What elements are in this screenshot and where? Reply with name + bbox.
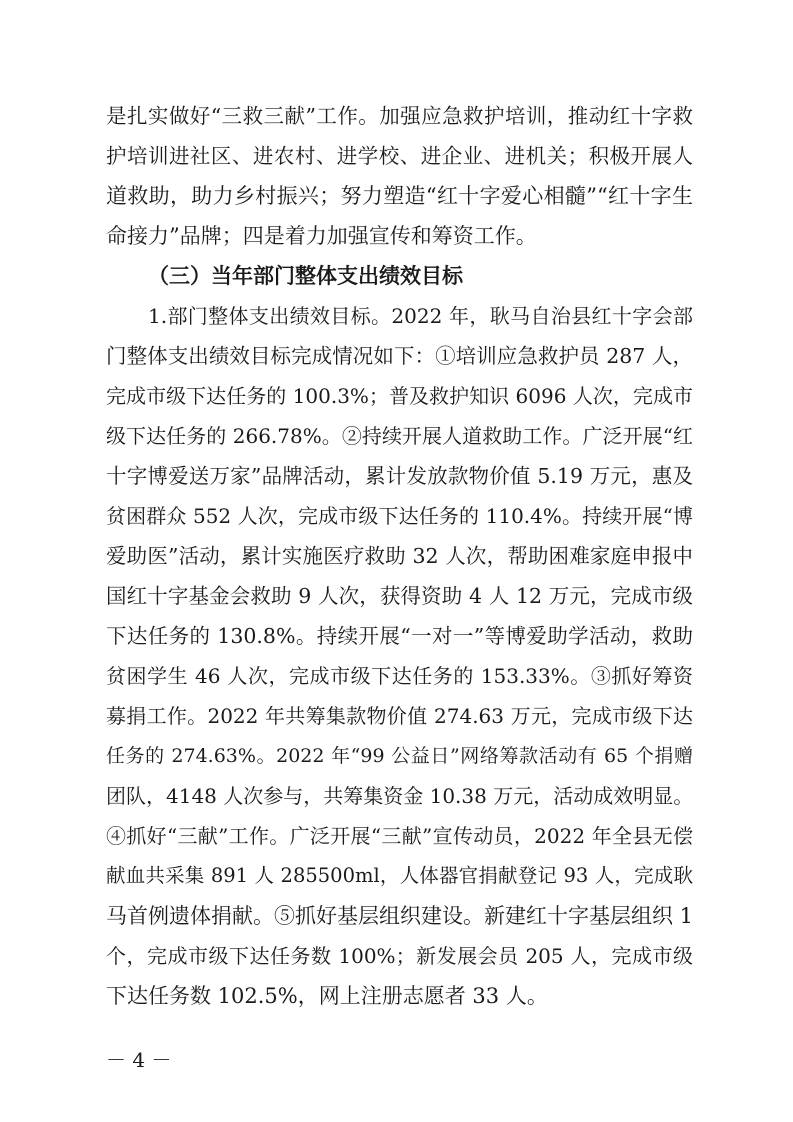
- paragraph-line: 募捐工作。2022 年共筹集款物价值 274.63 万元，完成市级下达: [106, 704, 693, 728]
- paragraph-line: 十字博爱送万家”品牌活动，累计发放款物价值 5.19 万元，惠及: [106, 464, 693, 488]
- paragraph-line: 完成市级下达任务的 100.3%；普及救护知识 6096 人次，完成市: [106, 384, 693, 408]
- paragraph-line: 命接力”品牌；四是着力加强宣传和筹资工作。: [106, 224, 537, 248]
- paragraph-line: 国红十字基金会救助 9 人次，获得资助 4 人 12 万元，完成市级: [106, 584, 693, 608]
- page-number: － 4 －: [106, 1048, 172, 1072]
- paragraph-line: 贫困学生 46 人次，完成市级下达任务的 153.33%。③抓好筹资: [106, 664, 693, 688]
- paragraph-line: 下达任务的 130.8%。持续开展“一对一”等博爱助学活动，救助: [106, 624, 693, 648]
- paragraph-line: 马首例遗体捐献。⑤抓好基层组织建设。新建红十字基层组织 1: [106, 904, 694, 928]
- paragraph-line: 爱助医”活动，累计实施医疗救助 32 人次，帮助困难家庭申报中: [106, 544, 693, 568]
- paragraph-line: 献血共采集 891 人 285500ml，人体器官捐献登记 93 人，完成耿: [106, 864, 693, 887]
- paragraph-line: 贫困群众 552 人次，完成市级下达任务的 110.4%。持续开展“博: [106, 504, 693, 528]
- section-heading: （三）当年部门整体支出绩效目标: [148, 264, 463, 288]
- paragraph-line: 1.部门整体支出绩效目标。2022 年，耿马自治县红十字会部: [148, 304, 693, 328]
- paragraph-line: 道救助，助力乡村振兴；努力塑造“红十字爱心相髓”“红十字生: [106, 184, 693, 208]
- paragraph-line: 个，完成市级下达任务数 100%；新发展会员 205 人，完成市级: [106, 944, 693, 968]
- paragraph-line: 团队，4148 人次参与，共筹集资金 10.38 万元，活动成效明显。: [106, 784, 694, 808]
- paragraph-line: ④抓好“三献”工作。广泛开展“三献”宣传动员，2022 年全县无偿: [106, 824, 693, 848]
- paragraph-line: 是扎实做好“三救三献”工作。加强应急救护培训，推动红十字救: [106, 104, 693, 128]
- paragraph-line: 任务的 274.63%。2022 年“99 公益日”网络筹款活动有 65 个捐赠: [106, 745, 693, 767]
- paragraph-line: 下达任务数 102.5%，网上注册志愿者 33 人。: [106, 984, 548, 1008]
- paragraph-line: 护培训进社区、进农村、进学校、进企业、进机关；积极开展人: [106, 144, 693, 168]
- paragraph-line: 级下达任务的 266.78%。②持续开展人道救助工作。广泛开展“红: [106, 424, 693, 448]
- paragraph-line: 门整体支出绩效目标完成情况如下：①培训应急救护员 287 人，: [106, 344, 693, 368]
